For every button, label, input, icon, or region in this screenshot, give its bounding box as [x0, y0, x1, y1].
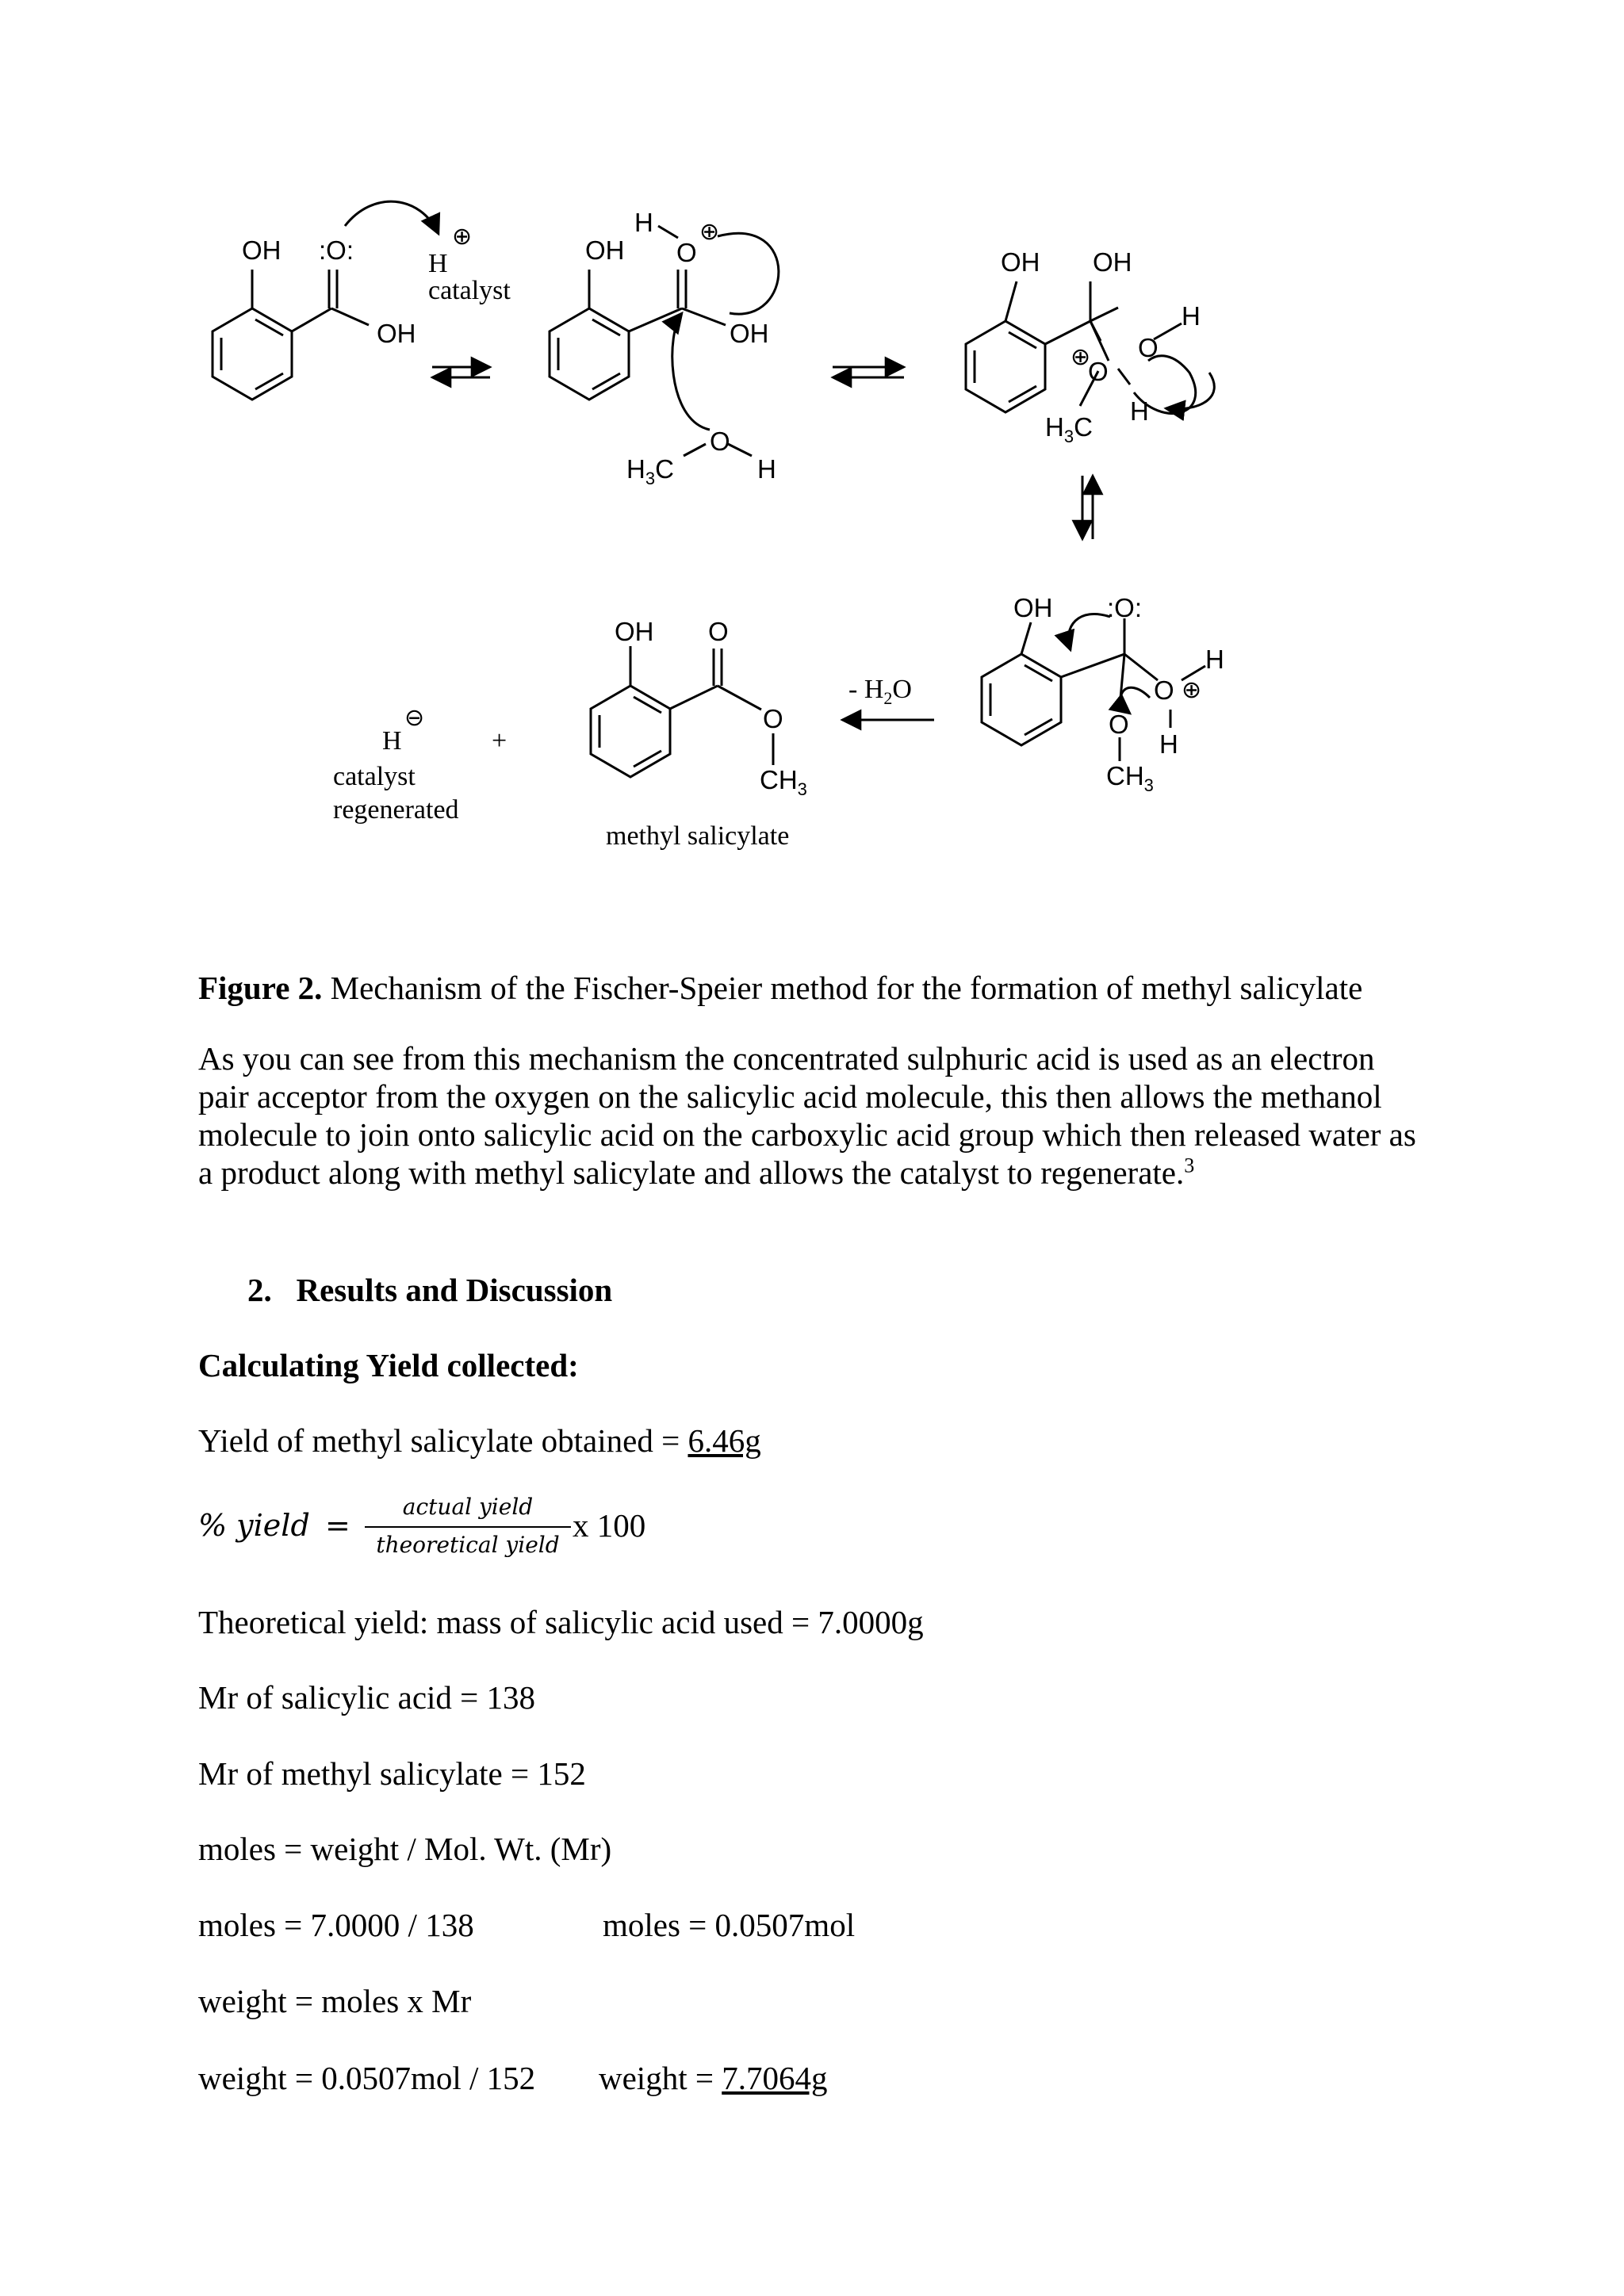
methanol-proton-label: H — [757, 454, 776, 484]
equilibrium-arrow-1 — [432, 367, 490, 377]
section-heading — [247, 1271, 612, 1309]
paragraph-line: As you can see from this mechanism the concentrated sulphuric acid is used as an electron — [198, 1040, 1375, 1077]
figure-caption-text: Mechanism of the Fischer-Speier method for the formation of methyl salicylate — [322, 970, 1363, 1006]
methyl-salicylate-molecule — [591, 646, 773, 777]
hydroxyl-label: OH — [242, 235, 282, 265]
charge-symbols — [404, 218, 1201, 732]
methyl-label-5: $CH_3$ — [760, 765, 807, 799]
yield-value: 6.46g — [688, 1422, 761, 1459]
plus-sign: + — [492, 726, 508, 756]
moles-calc-line: moles = 7.0000 / 138 — [198, 1907, 474, 1943]
section-title: Results and Discussion — [296, 1272, 613, 1308]
methanol-oxygen-label: O — [710, 427, 730, 456]
moles-formula-line: moles = weight / Mol. Wt. (Mr) — [198, 1831, 612, 1867]
fraction-numerator: actual yield — [402, 1494, 534, 1520]
catalyst-regenerated-line2: regenerated — [333, 795, 459, 825]
hydroxyl-label-5: OH — [1013, 593, 1053, 622]
reaction-mechanism-scheme — [0, 0, 1624, 872]
salicylic-acid-molecule — [213, 270, 369, 400]
proton-label-4: H — [1130, 396, 1149, 426]
proton-label-3: H — [1182, 301, 1201, 331]
hydroxyl-label-4: OH — [1093, 247, 1132, 277]
protonated-acid-molecule — [550, 226, 726, 400]
oxygen-label-3: O — [1138, 333, 1159, 362]
mechanism-explanation-paragraph — [198, 1039, 1435, 1192]
yield-obtained-line: Yield of methyl salicylate obtained = 6.46g — [198, 1422, 761, 1459]
times-hundred: x 100 — [573, 1507, 646, 1544]
mr-methyl-line: Mr of methyl salicylate = 152 — [198, 1755, 586, 1792]
svg-text:⊖: ⊖ — [404, 704, 425, 732]
proton-label: H — [428, 249, 448, 278]
fraction-denominator: theoretical yield — [376, 1532, 560, 1558]
svg-text:⊕: ⊕ — [452, 223, 473, 251]
mr-salicylic-line: Mr of salicylic acid = 138 — [198, 1679, 536, 1716]
hydroxyl-label-3: OH — [1001, 247, 1040, 277]
hydroxyl-label-6: :O: — [1107, 593, 1143, 622]
protonated-oxygen-label: O — [676, 238, 697, 267]
equilibrium-arrow-2 — [833, 367, 904, 377]
weight-result-value: 7.7064g — [722, 2060, 828, 2096]
weight-formula-line: weight = moles x Mr — [198, 1983, 472, 2019]
yield-fraction — [365, 1493, 571, 1559]
curved-arrow-electron-3 — [672, 313, 710, 430]
proton-label-6: H — [1159, 729, 1178, 759]
carbonyl-oxygen-label: :O: — [319, 235, 354, 265]
subheading-yield: Calculating Yield collected: — [198, 1347, 579, 1383]
proton-label-5: H — [1205, 645, 1224, 674]
weight-calc-line: weight = 0.0507mol / 152 — [198, 2060, 536, 2096]
methyl-label-4: $CH_3$ — [1106, 761, 1154, 795]
methanol-methyl-label: $H_3C$ — [626, 454, 674, 488]
oxonium-oxygen-label: O — [1088, 357, 1109, 386]
curved-arrow-electron-6 — [1068, 614, 1110, 650]
paragraph-line: pair acceptor from the oxygen on the salicylic acid molecule, this then allows the methanol — [198, 1078, 1382, 1115]
oxonium-oxygen-label-2: O — [1154, 675, 1174, 705]
moles-result-line: moles = 0.0507mol — [603, 1907, 856, 1943]
percent-yield-label: % yield — [198, 1508, 310, 1543]
catalyst-label: catalyst — [428, 276, 511, 305]
figure-caption — [198, 969, 1362, 1007]
hydride-label: H — [382, 726, 402, 756]
ester-oxygen-label: O — [763, 704, 783, 733]
carbonyl-oxygen-label-2: O — [708, 617, 729, 646]
svg-text:⊕: ⊕ — [699, 218, 720, 246]
weight-result-line: weight = 7.7064g — [599, 2060, 828, 2096]
hydroxyl-label-2: OH — [585, 235, 625, 265]
equals-sign: = — [325, 1508, 350, 1543]
methyl-label-3: $H_3C$ — [1045, 412, 1093, 446]
paragraph-line: molecule to join onto salicylic acid on the carboxylic acid group which then released water as — [198, 1116, 1416, 1153]
svg-text:⊕: ⊕ — [1182, 676, 1202, 704]
equilibrium-arrow-3 — [1082, 476, 1093, 539]
svg-text:⊕: ⊕ — [1071, 343, 1091, 371]
figure-label: Figure 2. — [198, 970, 323, 1006]
fraction-bar — [365, 1526, 571, 1528]
reference-superscript: 3 — [1184, 1154, 1195, 1177]
acid-hydroxyl-label: OH — [377, 319, 416, 348]
hydroxyl-label-7: OH — [615, 617, 654, 646]
acid-hydroxyl-label-2: OH — [730, 319, 769, 348]
curved-arrow-electron-1 — [345, 201, 439, 234]
theoretical-yield-line: Theoretical yield: mass of salicylic acid used = 7.0000g — [198, 1604, 924, 1640]
water-loss-label: - $H_2O$ — [848, 675, 912, 708]
proton-label-2: H — [634, 208, 653, 237]
curved-arrow-electron-2 — [718, 233, 779, 314]
curved-arrow-electron-5 — [1166, 373, 1214, 409]
product-name-label: methyl salicylate — [606, 821, 790, 851]
ether-oxygen-label: O — [1109, 710, 1129, 739]
catalyst-regenerated-line1: catalyst — [333, 762, 416, 791]
section-number: 2. — [247, 1272, 272, 1308]
paragraph-line: a product along with methyl salicylate and allows the catalyst to regenerate.$^3$ — [198, 1154, 1195, 1191]
